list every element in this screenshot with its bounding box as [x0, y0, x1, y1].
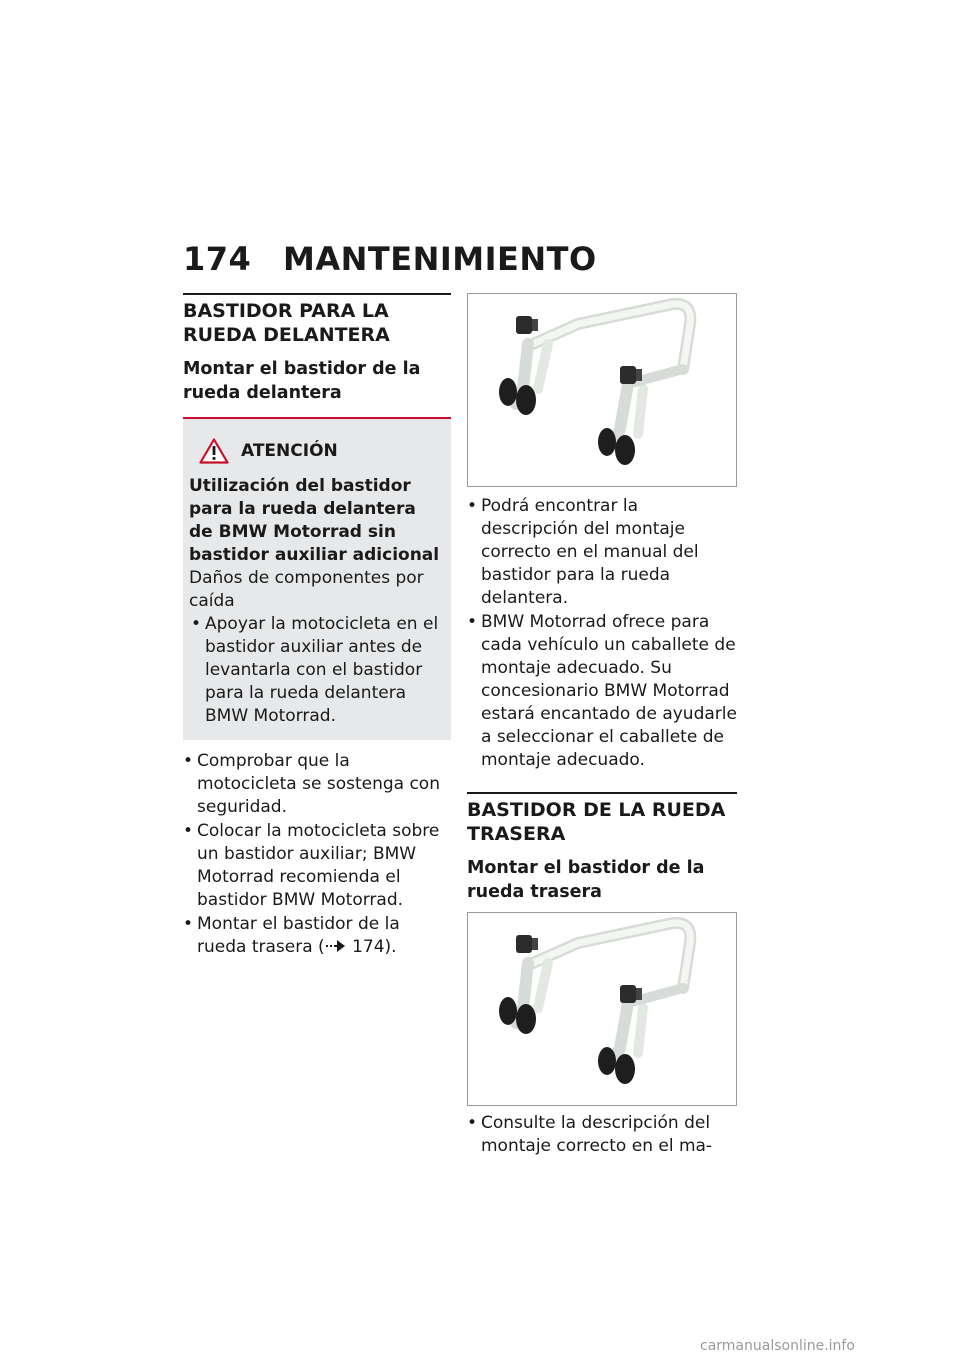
front-stand-notes [467, 495, 737, 772]
list-item: • BMW Motorrad ofrece para cada vehículo un caballete de montaje adecuado. Su concesionario BMW Motorrad estará encantado de ayudarle a seleccionar el caballete de montaje adecuado. [467, 612, 737, 770]
list-item: • Podrá encontrar la descripción del montaje correcto en el manual del bastidor para la rueda delantera. [467, 496, 699, 608]
warning-title: ATENCIÓN [241, 441, 338, 461]
subsection-title-rear: Montar el bastidor de la rueda trasera [467, 858, 705, 902]
page-reference-link[interactable]: 174 [352, 937, 385, 957]
left-column [183, 293, 451, 959]
list-item: • Colocar la motocicleta sobre un bastidor auxiliar; BMW Motorrad recomienda el bastidor BMW Motorrad. [183, 821, 440, 910]
list-item: • Comprobar que la motocicleta se sostenga con seguridad. [183, 751, 440, 817]
page-number: 174 [183, 240, 252, 278]
paddock-stand-image-rear [468, 913, 738, 1105]
warning-box [183, 417, 451, 740]
front-stand-steps [183, 750, 451, 959]
warning-text: Daños de componentes por caída [189, 568, 424, 611]
right-column [467, 293, 737, 1158]
chapter-title: MANTENIMIENTO [283, 240, 597, 278]
list-item: • Consulte la descripción del montaje correcto en el ma- [467, 1113, 713, 1156]
section-title-front: BASTIDOR PARA LA RUEDA DELANTERA [183, 300, 390, 346]
warning-subtitle: Utilización del bastidor para la rueda delantera de BMW Motorrad sin bastidor auxiliar adicional [189, 476, 440, 565]
section-title-rear: BASTIDOR DE LA RUEDA TRASERA [467, 799, 726, 845]
list-item: • Montar el bastidor de la rueda trasera ( 174). [183, 914, 400, 957]
warning-triangle-icon [199, 438, 229, 464]
warning-header [189, 437, 443, 465]
rear-stand-notes [467, 1112, 737, 1158]
front-stand-illustration [467, 293, 737, 487]
paddock-stand-image-front [468, 294, 738, 486]
subsection-title-front: Montar el bastidor de la rueda delantera [183, 359, 421, 403]
page-header [183, 240, 743, 284]
rear-stand-illustration [467, 912, 737, 1106]
page-reference-arrow-icon [325, 939, 347, 953]
watermark: carmanualsonline.info [700, 1338, 855, 1354]
warning-bullet: • Apoyar la motocicleta en el bastidor auxiliar antes de levantarla con el bastidor para la rueda delantera BMW Motorrad. [189, 613, 443, 728]
